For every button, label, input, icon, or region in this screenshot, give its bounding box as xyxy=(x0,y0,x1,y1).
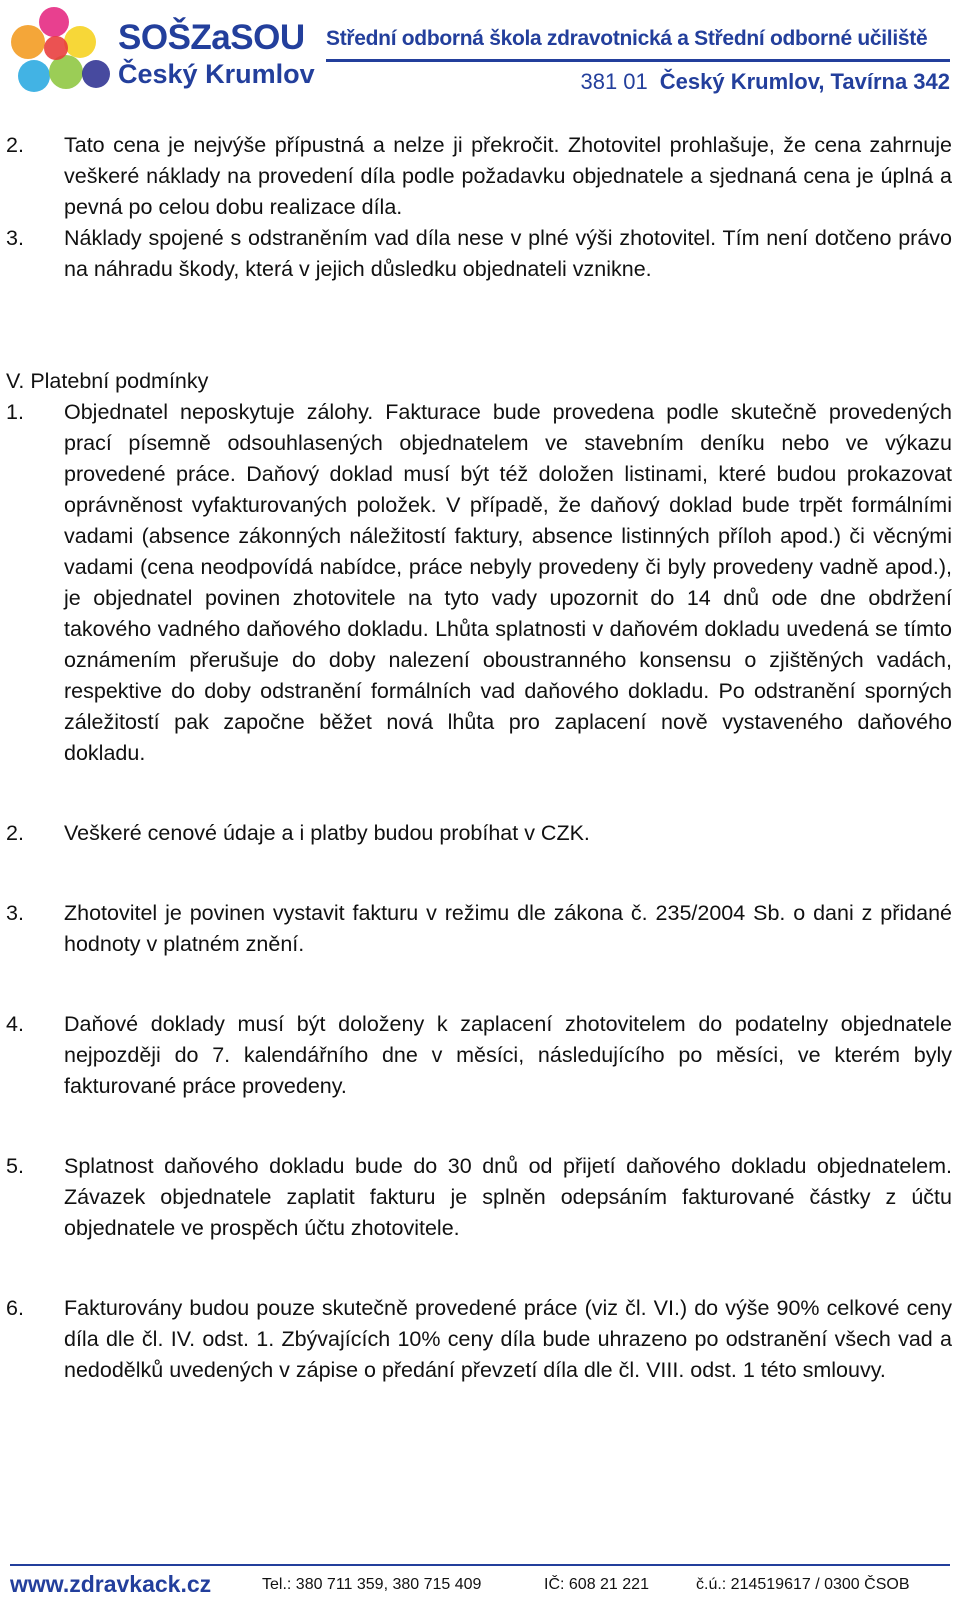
section-heading: V. Platební podmínky xyxy=(6,369,209,393)
footer-divider xyxy=(10,1564,950,1566)
clause-text: Veškeré cenové údaje a i platby budou probíhat v CZK. xyxy=(64,821,590,845)
clause-v-1 xyxy=(0,397,952,769)
school-name: Střední odborná škola zdravotnická a Střední odborné učiliště xyxy=(326,27,928,50)
clause-text: Objednatel neposkytuje zálohy. Fakturace bude provedena podle skutečně provedených prací písemně odsouhlasených objednatelem ve stavebním deníku nebo ve výkazu provedené práce. Daňový doklad musí být též doložen listinami, které budou prokazovat oprávněnost vyfakturovaných položek. V případě, že daňový doklad bude trpět formálními vadami (absence zákonných náležitostí faktury, absence listinných příloh apod.) či věcnými vadami (cena neodpovídá nabídce, práce nebyly provedeny či byly provedeny vadně apod.), je objednatel povinen zhotovitele na tyto vady upozornit do 14 dnů ode dne obdržení takového vadného daňového dokladu. Lhůta splatnosti v daňovém dokladu uvedená se tímto oznámením přerušuje do doby nalezení oboustranného konsensu o zjištěných vadách, respektive do doby odstranění formálních vad daňového dokladu. Po odstranění sporných záležitostí pak započne běžet nová lhůta pro zaplacení nově vystaveného daňového dokladu. xyxy=(64,400,952,765)
clause-v-5 xyxy=(0,1151,952,1244)
header-divider xyxy=(326,59,950,62)
document-body xyxy=(0,130,960,1386)
clause-number: 6. xyxy=(6,1296,24,1320)
clause-v-3 xyxy=(0,898,952,960)
address-zip: 381 01 xyxy=(580,69,648,94)
spacer xyxy=(0,285,960,366)
school-logo-icon xyxy=(4,4,116,108)
clause-v-4 xyxy=(0,1009,952,1102)
clause-text: Náklady spojené s odstraněním vad díla nese v plné výši zhotovitel. Tím není dotčeno právo na náhradu škody, která v jejich důsledku objednateli vznikne. xyxy=(64,226,952,281)
spacer xyxy=(0,1244,960,1293)
clause-number: 3. xyxy=(6,226,24,250)
clause-text: Tato cena je nejvýše přípustná a nelze ji překročit. Zhotovitel prohlašuje, že cena zahrnuje veškeré náklady na provedení díla podle požadavku objednatele a sjednaná cena je úplná a pevná po celou dobu realizace díla. xyxy=(64,133,952,219)
brand-name: SOŠZaSOU xyxy=(118,18,305,57)
clause-number: 2. xyxy=(6,821,24,845)
address-city-street: Český Krumlov, Tavírna 342 xyxy=(659,69,950,94)
clause-number: 3. xyxy=(6,901,24,925)
spacer xyxy=(0,960,960,1009)
clause-number: 4. xyxy=(6,1012,24,1036)
clause-iv-3 xyxy=(0,223,952,285)
clause-text: Daňové doklady musí být doloženy k zaplacení zhotovitelem do podatelny objednatele nejpozději do 7. kalendářního dne v měsíci, následujícího po měsíci, ve kterém byly fakturované práce provedeny. xyxy=(64,1012,952,1098)
footer-company-id: IČ: 608 21 221 xyxy=(544,1576,649,1593)
spacer xyxy=(0,1102,960,1151)
page-footer xyxy=(0,1564,960,1600)
footer-website-link[interactable]: www.zdravkack.cz xyxy=(10,1571,212,1597)
footer-phone: Tel.: 380 711 359, 380 715 409 xyxy=(262,1576,482,1593)
clause-number: 2. xyxy=(6,133,24,157)
page-header xyxy=(0,0,960,112)
clause-text: Splatnost daňového dokladu bude do 30 dnů od přijetí daňového dokladu objednatelem. Závazek objednatele zaplatit fakturu je splněn odepsáním fakturované částky z účtu objednatele ve prospěch účtu zhotovitele. xyxy=(64,1154,952,1240)
clause-v-2 xyxy=(0,818,952,849)
spacer xyxy=(0,849,960,898)
footer-bank-account: č.ú.: 214519617 / 0300 ČSOB xyxy=(696,1576,910,1593)
school-address xyxy=(580,68,950,96)
clause-text: Fakturovány budou pouze skutečně provedené práce (viz čl. VI.) do výše 90% celkové ceny díla dle čl. IV. odst. 1. Zbývajících 10% ceny díla bude uhrazeno po odstranění všech vad a nedodělků uvedených v zápise o předání převzetí díla dle čl. VIII. odst. 1 této smlouvy. xyxy=(64,1296,952,1382)
clause-iv-2 xyxy=(0,130,952,223)
spacer xyxy=(0,769,960,818)
clause-number: 1. xyxy=(6,400,24,424)
clause-text: Zhotovitel je povinen vystavit fakturu v režimu dle zákona č. 235/2004 Sb. o dani z přidané hodnoty v platném znění. xyxy=(64,901,952,956)
clause-v-6 xyxy=(0,1293,952,1386)
brand-city: Český Krumlov xyxy=(118,59,315,89)
clause-number: 5. xyxy=(6,1154,24,1178)
